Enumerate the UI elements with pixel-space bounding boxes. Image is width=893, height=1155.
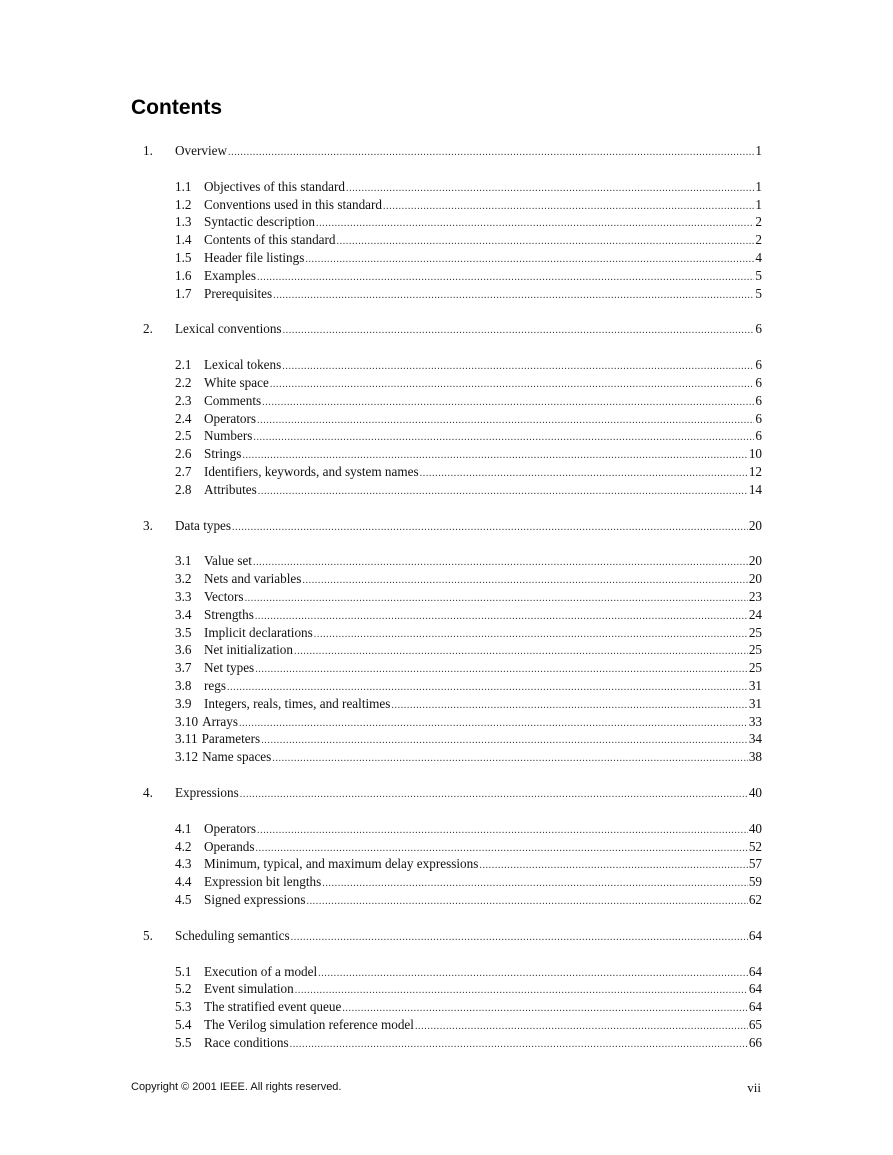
toc-section-entry[interactable] bbox=[175, 552, 762, 570]
section-number: 2.5 bbox=[175, 428, 192, 444]
section-number: 5.2 bbox=[175, 981, 192, 997]
section-page-number: 38 bbox=[748, 749, 762, 765]
section-page-number: 25 bbox=[748, 624, 762, 640]
chapter-number: 1. bbox=[143, 143, 153, 158]
section-number: 3.7 bbox=[175, 660, 192, 676]
section-title: Numbers bbox=[204, 428, 253, 444]
toc-chapter-entry[interactable] bbox=[175, 784, 762, 802]
section-number: 1.6 bbox=[175, 267, 192, 283]
chapter-page-number: 40 bbox=[748, 785, 762, 800]
copyright-notice: Copyright © 2001 IEEE. All rights reserved. bbox=[131, 1081, 342, 1093]
section-title: Nets and variables bbox=[204, 571, 302, 587]
toc-section-entry[interactable] bbox=[175, 838, 762, 856]
toc-section-entry[interactable] bbox=[175, 730, 762, 748]
section-number: 5.3 bbox=[175, 999, 192, 1015]
section-number: 3.9 bbox=[175, 695, 192, 711]
section-title: Strengths bbox=[204, 606, 254, 622]
toc-section-entry[interactable] bbox=[175, 445, 762, 463]
section-page-number: 31 bbox=[748, 695, 762, 711]
dot-leader bbox=[273, 287, 754, 305]
section-page-number: 2 bbox=[755, 232, 762, 248]
section-title: Vectors bbox=[204, 589, 244, 604]
section-number: 1.1 bbox=[175, 178, 192, 194]
section-title: Integers, reals, times, and realtimes bbox=[204, 695, 391, 711]
section-page-number: 5 bbox=[755, 285, 762, 301]
chapter-page-number: 20 bbox=[748, 517, 762, 533]
section-page-number: 34 bbox=[748, 731, 762, 747]
section-number: 3.5 bbox=[175, 624, 192, 640]
toc-section-entry[interactable] bbox=[175, 588, 762, 606]
dot-leader bbox=[240, 786, 748, 804]
toc-section-entry[interactable] bbox=[175, 374, 762, 392]
section-title: Arrays bbox=[202, 713, 238, 729]
toc-section-entry[interactable] bbox=[175, 196, 762, 214]
chapter-title: Scheduling semantics bbox=[175, 927, 290, 943]
chapter-number: 4. bbox=[143, 785, 153, 800]
section-number: 2.1 bbox=[175, 357, 192, 373]
section-number: 2.3 bbox=[175, 392, 192, 408]
section-number: 4.4 bbox=[175, 874, 192, 890]
chapter-title: Overview bbox=[175, 143, 227, 158]
section-title: Objectives of this standard bbox=[204, 178, 345, 194]
section-page-number: 65 bbox=[748, 1017, 762, 1032]
toc-section-entry[interactable] bbox=[175, 481, 762, 499]
section-title: Net initialization bbox=[204, 642, 293, 658]
toc-section-entry[interactable] bbox=[175, 178, 762, 196]
section-number: 3.8 bbox=[175, 678, 192, 693]
section-title: Race conditions bbox=[204, 1034, 289, 1050]
section-title: Net types bbox=[204, 660, 255, 676]
section-title: Execution of a model bbox=[204, 963, 318, 979]
toc-section-entry[interactable] bbox=[175, 1016, 762, 1034]
section-page-number: 6 bbox=[755, 392, 762, 408]
toc-section-entry[interactable] bbox=[175, 873, 762, 891]
chapter-title: Lexical conventions bbox=[175, 321, 282, 337]
section-number: 3.2 bbox=[175, 571, 192, 587]
page-title: Contents bbox=[131, 96, 222, 119]
toc-section-entry[interactable] bbox=[175, 980, 762, 998]
dot-leader bbox=[258, 483, 748, 501]
chapter-number: 2. bbox=[143, 321, 153, 337]
toc-section-entry[interactable] bbox=[175, 855, 762, 873]
section-title: Event simulation bbox=[204, 981, 294, 997]
toc-section-entry[interactable] bbox=[175, 659, 762, 677]
section-number: 3.3 bbox=[175, 589, 192, 604]
toc-section-entry[interactable] bbox=[175, 410, 762, 428]
section-page-number: 57 bbox=[748, 856, 762, 872]
section-title: Examples bbox=[204, 267, 257, 283]
section-page-number: 25 bbox=[748, 660, 762, 676]
section-page-number: 1 bbox=[755, 178, 762, 194]
toc-chapter-entry[interactable] bbox=[175, 517, 762, 535]
section-page-number: 14 bbox=[748, 481, 762, 497]
chapter-number: 5. bbox=[143, 927, 153, 943]
section-title: The stratified event queue bbox=[204, 999, 342, 1015]
chapter-page-number: 64 bbox=[748, 927, 762, 943]
section-page-number: 6 bbox=[755, 428, 762, 444]
section-number: 2.4 bbox=[175, 410, 192, 426]
toc-section-entry[interactable] bbox=[175, 748, 762, 766]
section-title: Header file listings bbox=[204, 250, 305, 265]
section-number: 2.8 bbox=[175, 481, 192, 497]
section-title: Expression bit lengths bbox=[204, 874, 322, 890]
section-page-number: 64 bbox=[748, 981, 762, 997]
section-number: 3.12 bbox=[175, 749, 199, 765]
section-page-number: 52 bbox=[748, 838, 762, 854]
toc-section-entry[interactable] bbox=[175, 891, 762, 909]
section-page-number: 66 bbox=[748, 1034, 762, 1050]
section-number: 2.6 bbox=[175, 446, 192, 462]
section-page-number: 62 bbox=[748, 892, 762, 907]
section-page-number: 6 bbox=[755, 357, 762, 373]
section-number: 4.2 bbox=[175, 838, 192, 854]
dot-leader bbox=[306, 893, 747, 911]
toc-section-entry[interactable] bbox=[175, 677, 762, 695]
section-title: Operators bbox=[204, 820, 256, 836]
toc-section-entry[interactable] bbox=[175, 695, 762, 713]
dot-leader bbox=[232, 519, 748, 537]
toc-section-entry[interactable] bbox=[175, 606, 762, 624]
section-page-number: 6 bbox=[755, 410, 762, 426]
section-title: White space bbox=[204, 375, 269, 390]
section-page-number: 59 bbox=[748, 874, 762, 890]
section-title: Attributes bbox=[204, 481, 257, 497]
section-title: Contents of this standard bbox=[204, 232, 336, 248]
section-number: 1.5 bbox=[175, 250, 192, 265]
section-title: Conventions used in this standard bbox=[204, 196, 383, 212]
section-number: 4.3 bbox=[175, 856, 192, 872]
section-page-number: 64 bbox=[748, 963, 762, 979]
section-number: 4.5 bbox=[175, 892, 192, 907]
toc-section-entry[interactable] bbox=[175, 356, 762, 374]
section-title: Identifiers, keywords, and system names bbox=[204, 464, 419, 479]
section-page-number: 1 bbox=[755, 196, 762, 212]
chapter-number: 3. bbox=[143, 517, 153, 533]
toc-chapter-entry[interactable] bbox=[175, 927, 762, 945]
dot-leader bbox=[283, 322, 755, 340]
section-number: 1.2 bbox=[175, 196, 192, 212]
section-page-number: 12 bbox=[748, 464, 762, 479]
section-number: 3.4 bbox=[175, 606, 192, 622]
toc-section-entry[interactable] bbox=[175, 463, 762, 481]
section-number: 1.3 bbox=[175, 214, 192, 230]
toc-section-entry[interactable] bbox=[175, 231, 762, 249]
chapter-title: Expressions bbox=[175, 785, 239, 800]
chapter-page-number: 1 bbox=[755, 143, 762, 158]
section-page-number: 2 bbox=[755, 214, 762, 230]
toc-section-entry[interactable] bbox=[175, 998, 762, 1016]
section-title: Value set bbox=[204, 553, 252, 569]
section-number: 1.7 bbox=[175, 285, 192, 301]
toc-section-entry[interactable] bbox=[175, 820, 762, 838]
section-title: Minimum, typical, and maximum delay expressions bbox=[204, 856, 479, 872]
section-title: Operands bbox=[204, 838, 255, 854]
toc-section-entry[interactable] bbox=[175, 641, 762, 659]
section-number: 2.7 bbox=[175, 464, 192, 479]
section-title: Comments bbox=[204, 392, 262, 408]
section-title: regs bbox=[204, 678, 226, 693]
section-number: 1.4 bbox=[175, 232, 192, 248]
dot-leader bbox=[290, 1036, 748, 1054]
toc-section-entry[interactable] bbox=[175, 570, 762, 588]
toc-section-entry[interactable] bbox=[175, 427, 762, 445]
section-page-number: 5 bbox=[755, 267, 762, 283]
toc-section-entry[interactable] bbox=[175, 392, 762, 410]
section-title: Name spaces bbox=[202, 749, 272, 765]
section-page-number: 20 bbox=[748, 553, 762, 569]
section-title: Signed expressions bbox=[204, 892, 306, 907]
section-number: 3.6 bbox=[175, 642, 192, 658]
dot-leader bbox=[228, 144, 754, 162]
chapter-page-number: 6 bbox=[755, 321, 762, 337]
section-number: 5.5 bbox=[175, 1034, 192, 1050]
section-page-number: 24 bbox=[748, 606, 762, 622]
section-title: Operators bbox=[204, 410, 256, 426]
section-number: 5.4 bbox=[175, 1017, 192, 1032]
section-page-number: 20 bbox=[748, 571, 762, 587]
section-title: Lexical tokens bbox=[204, 357, 282, 373]
toc-section-entry[interactable] bbox=[175, 1034, 762, 1052]
toc-section-entry[interactable] bbox=[175, 963, 762, 981]
section-page-number: 31 bbox=[748, 678, 762, 693]
section-number: 3.10 bbox=[175, 713, 199, 729]
dot-leader bbox=[272, 750, 748, 768]
dot-leader bbox=[291, 929, 748, 947]
section-page-number: 40 bbox=[748, 820, 762, 836]
section-page-number: 33 bbox=[748, 713, 762, 729]
section-page-number: 6 bbox=[755, 375, 762, 390]
section-title: Prerequisites bbox=[204, 285, 273, 301]
section-number: 3.11 bbox=[175, 731, 198, 747]
toc-chapter-entry[interactable] bbox=[175, 320, 762, 338]
toc-section-entry[interactable] bbox=[175, 249, 762, 267]
toc-section-entry[interactable] bbox=[175, 624, 762, 642]
section-number: 4.1 bbox=[175, 820, 192, 836]
section-page-number: 4 bbox=[755, 250, 762, 265]
section-title: Syntactic description bbox=[204, 214, 315, 230]
section-number: 3.1 bbox=[175, 553, 192, 569]
section-title: Parameters bbox=[201, 731, 261, 747]
section-title: Implicit declarations bbox=[204, 624, 313, 640]
toc-chapter-entry[interactable] bbox=[175, 142, 762, 160]
section-page-number: 23 bbox=[748, 589, 762, 604]
toc-section-entry[interactable] bbox=[175, 285, 762, 303]
page-number: vii bbox=[747, 1080, 761, 1095]
section-number: 5.1 bbox=[175, 963, 192, 979]
section-number: 2.2 bbox=[175, 375, 192, 390]
section-title: Strings bbox=[204, 446, 242, 462]
section-page-number: 64 bbox=[748, 999, 762, 1015]
section-page-number: 10 bbox=[748, 446, 762, 462]
section-title: The Verilog simulation reference model bbox=[204, 1017, 414, 1032]
toc-section-entry[interactable] bbox=[175, 213, 762, 231]
section-page-number: 25 bbox=[748, 642, 762, 658]
toc-section-entry[interactable] bbox=[175, 267, 762, 285]
toc-section-entry[interactable] bbox=[175, 713, 762, 731]
chapter-title: Data types bbox=[175, 517, 232, 533]
